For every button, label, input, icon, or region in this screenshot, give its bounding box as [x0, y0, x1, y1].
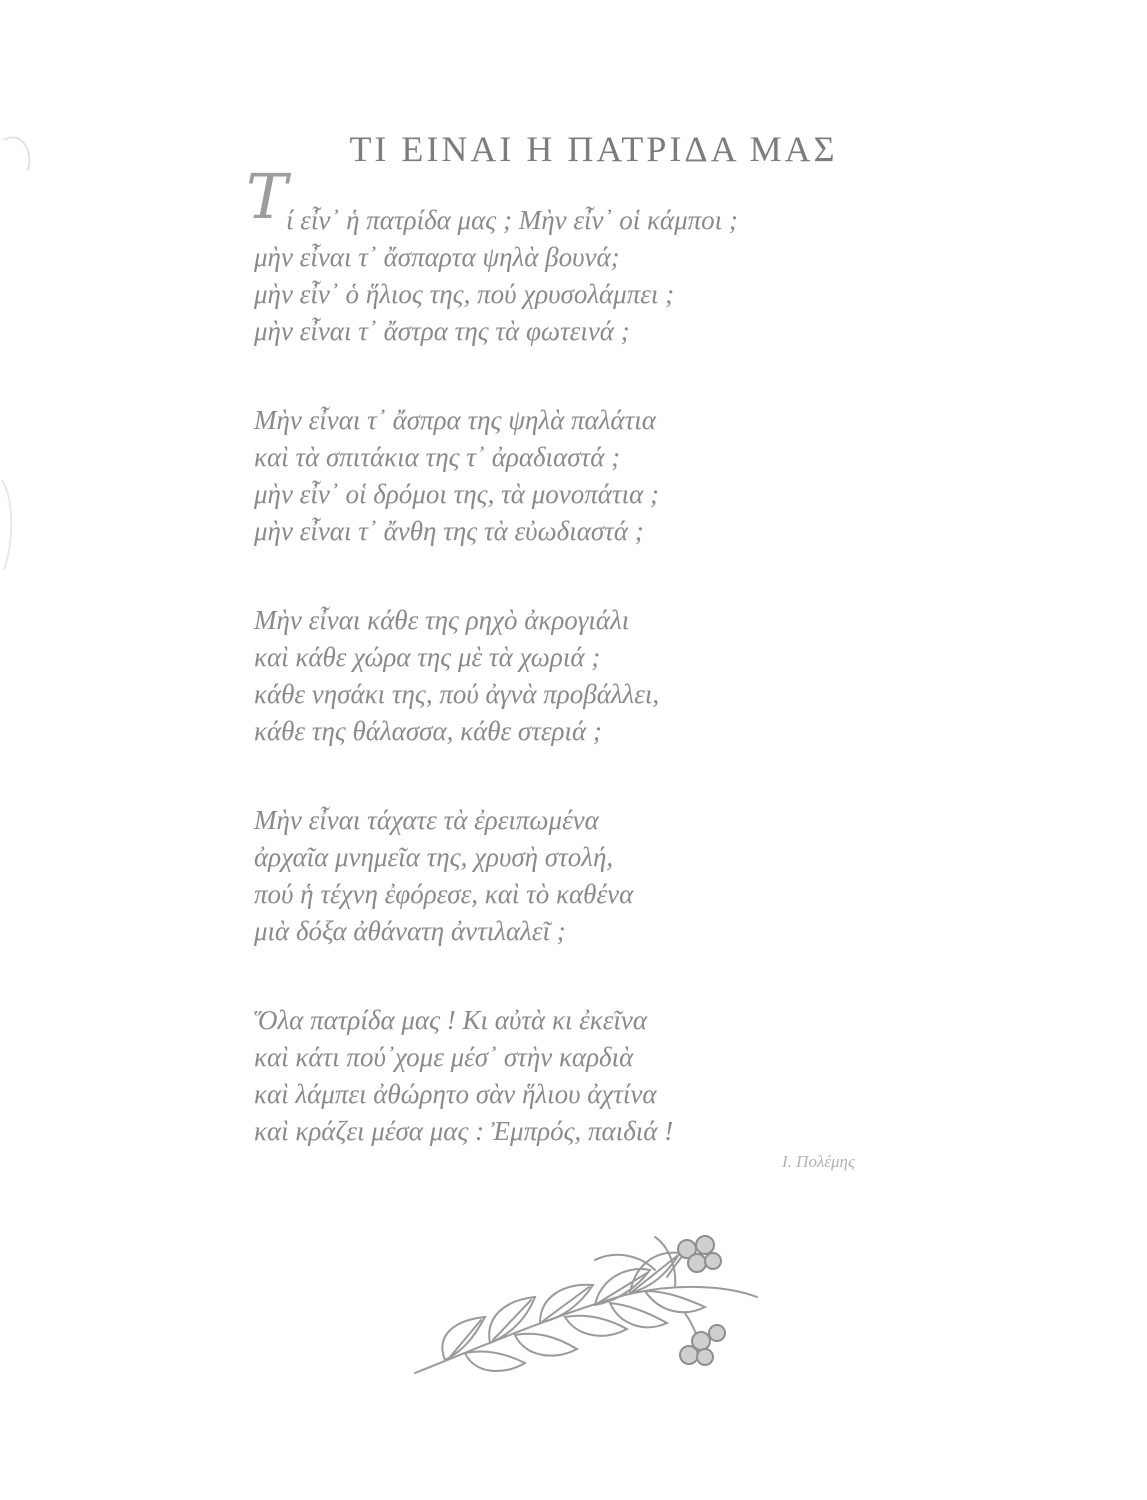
poem-line: καὶ κάτι πού᾿χομε μέσ᾿ στὴν καρδιὰ — [254, 1042, 634, 1072]
poem-line: καὶ κάθε χώρα της μὲ τὰ χωριά ; — [254, 642, 601, 672]
poem-line: κάθε της θάλασσα, κάθε στεριά ; — [254, 716, 602, 746]
poem-line: μὴν εἶν᾿ ὁ ἥλιος της, πού χρυσολάμπει ; — [254, 279, 675, 309]
poem-line: καὶ λάμπει ἀθώρητο σὰν ἥλιου ἀχτίνα — [254, 1079, 657, 1109]
poem-line: Ὅλα πατρίδα μας ! Κι αὐτὰ κι ἐκεῖνα — [254, 1005, 648, 1035]
poem-line: μὴν εἶναι τ᾿ ἄνθη της τὰ εὐωδιαστά ; — [254, 516, 644, 546]
poem-line-text: ί εἶν᾿ ἡ πατρίδα μας ; Μὴν εἶν᾿ οἱ κάμποι ; — [286, 205, 738, 235]
stanza-3 — [254, 602, 874, 750]
poem-line — [246, 160, 874, 239]
stanza-1 — [246, 160, 874, 350]
poem-line: κάθε νησάκι της, πού ἀγνὰ προβάλλει, — [254, 679, 660, 709]
bleed-through-mark — [0, 120, 40, 680]
poem-line: μὴν εἶναι τ᾿ ἄσπαρτα ψηλὰ βουνά; — [254, 242, 620, 272]
stanza-2 — [254, 402, 874, 550]
stanza-5 — [254, 1002, 874, 1150]
poem-title: ΤΙ ΕΙΝΑΙ Η ΠΑΤΡΙΔΑ ΜΑΣ — [349, 129, 838, 169]
stanza-4 — [254, 802, 874, 950]
poem-line: πού ἡ τέχνη ἐφόρεσε, καὶ τὸ καθένα — [254, 879, 634, 909]
poem-line: καὶ κράζει μέσα μας : Ἐμπρός, παιδιά ! — [254, 1116, 674, 1146]
olive-branch-icon — [405, 1225, 765, 1385]
poem-body — [246, 160, 874, 1202]
author-signature: Ι. Πολέμης — [782, 1152, 855, 1171]
poem-line: Μὴν εἶναι τ᾿ ἄσπρα της ψηλὰ παλάτια — [254, 405, 656, 435]
poem-line: μὴν εἶναι τ᾿ ἄστρα της τὰ φωτεινά ; — [254, 316, 630, 346]
poem-line: μιὰ δόξα ἀθάνατη ἀντιλαλεῖ ; — [254, 916, 566, 946]
poem-line: καὶ τὰ σπιτάκια της τ᾿ ἀραδιαστά ; — [254, 442, 621, 472]
poem-line: ἀρχαῖα μνημεῖα της, χρυσὴ στολή, — [254, 842, 614, 872]
poem-line: Μὴν εἶναι τάχατε τὰ ἐρειπωμένα — [254, 805, 599, 835]
poem-line: μὴν εἶν᾿ οἱ δρόμοι της, τὰ μονοπάτια ; — [254, 479, 660, 509]
poem-line: Μὴν εἶναι κάθε της ρηχὸ ἀκρογιάλι — [254, 605, 630, 635]
drop-cap: Τ — [246, 160, 288, 233]
